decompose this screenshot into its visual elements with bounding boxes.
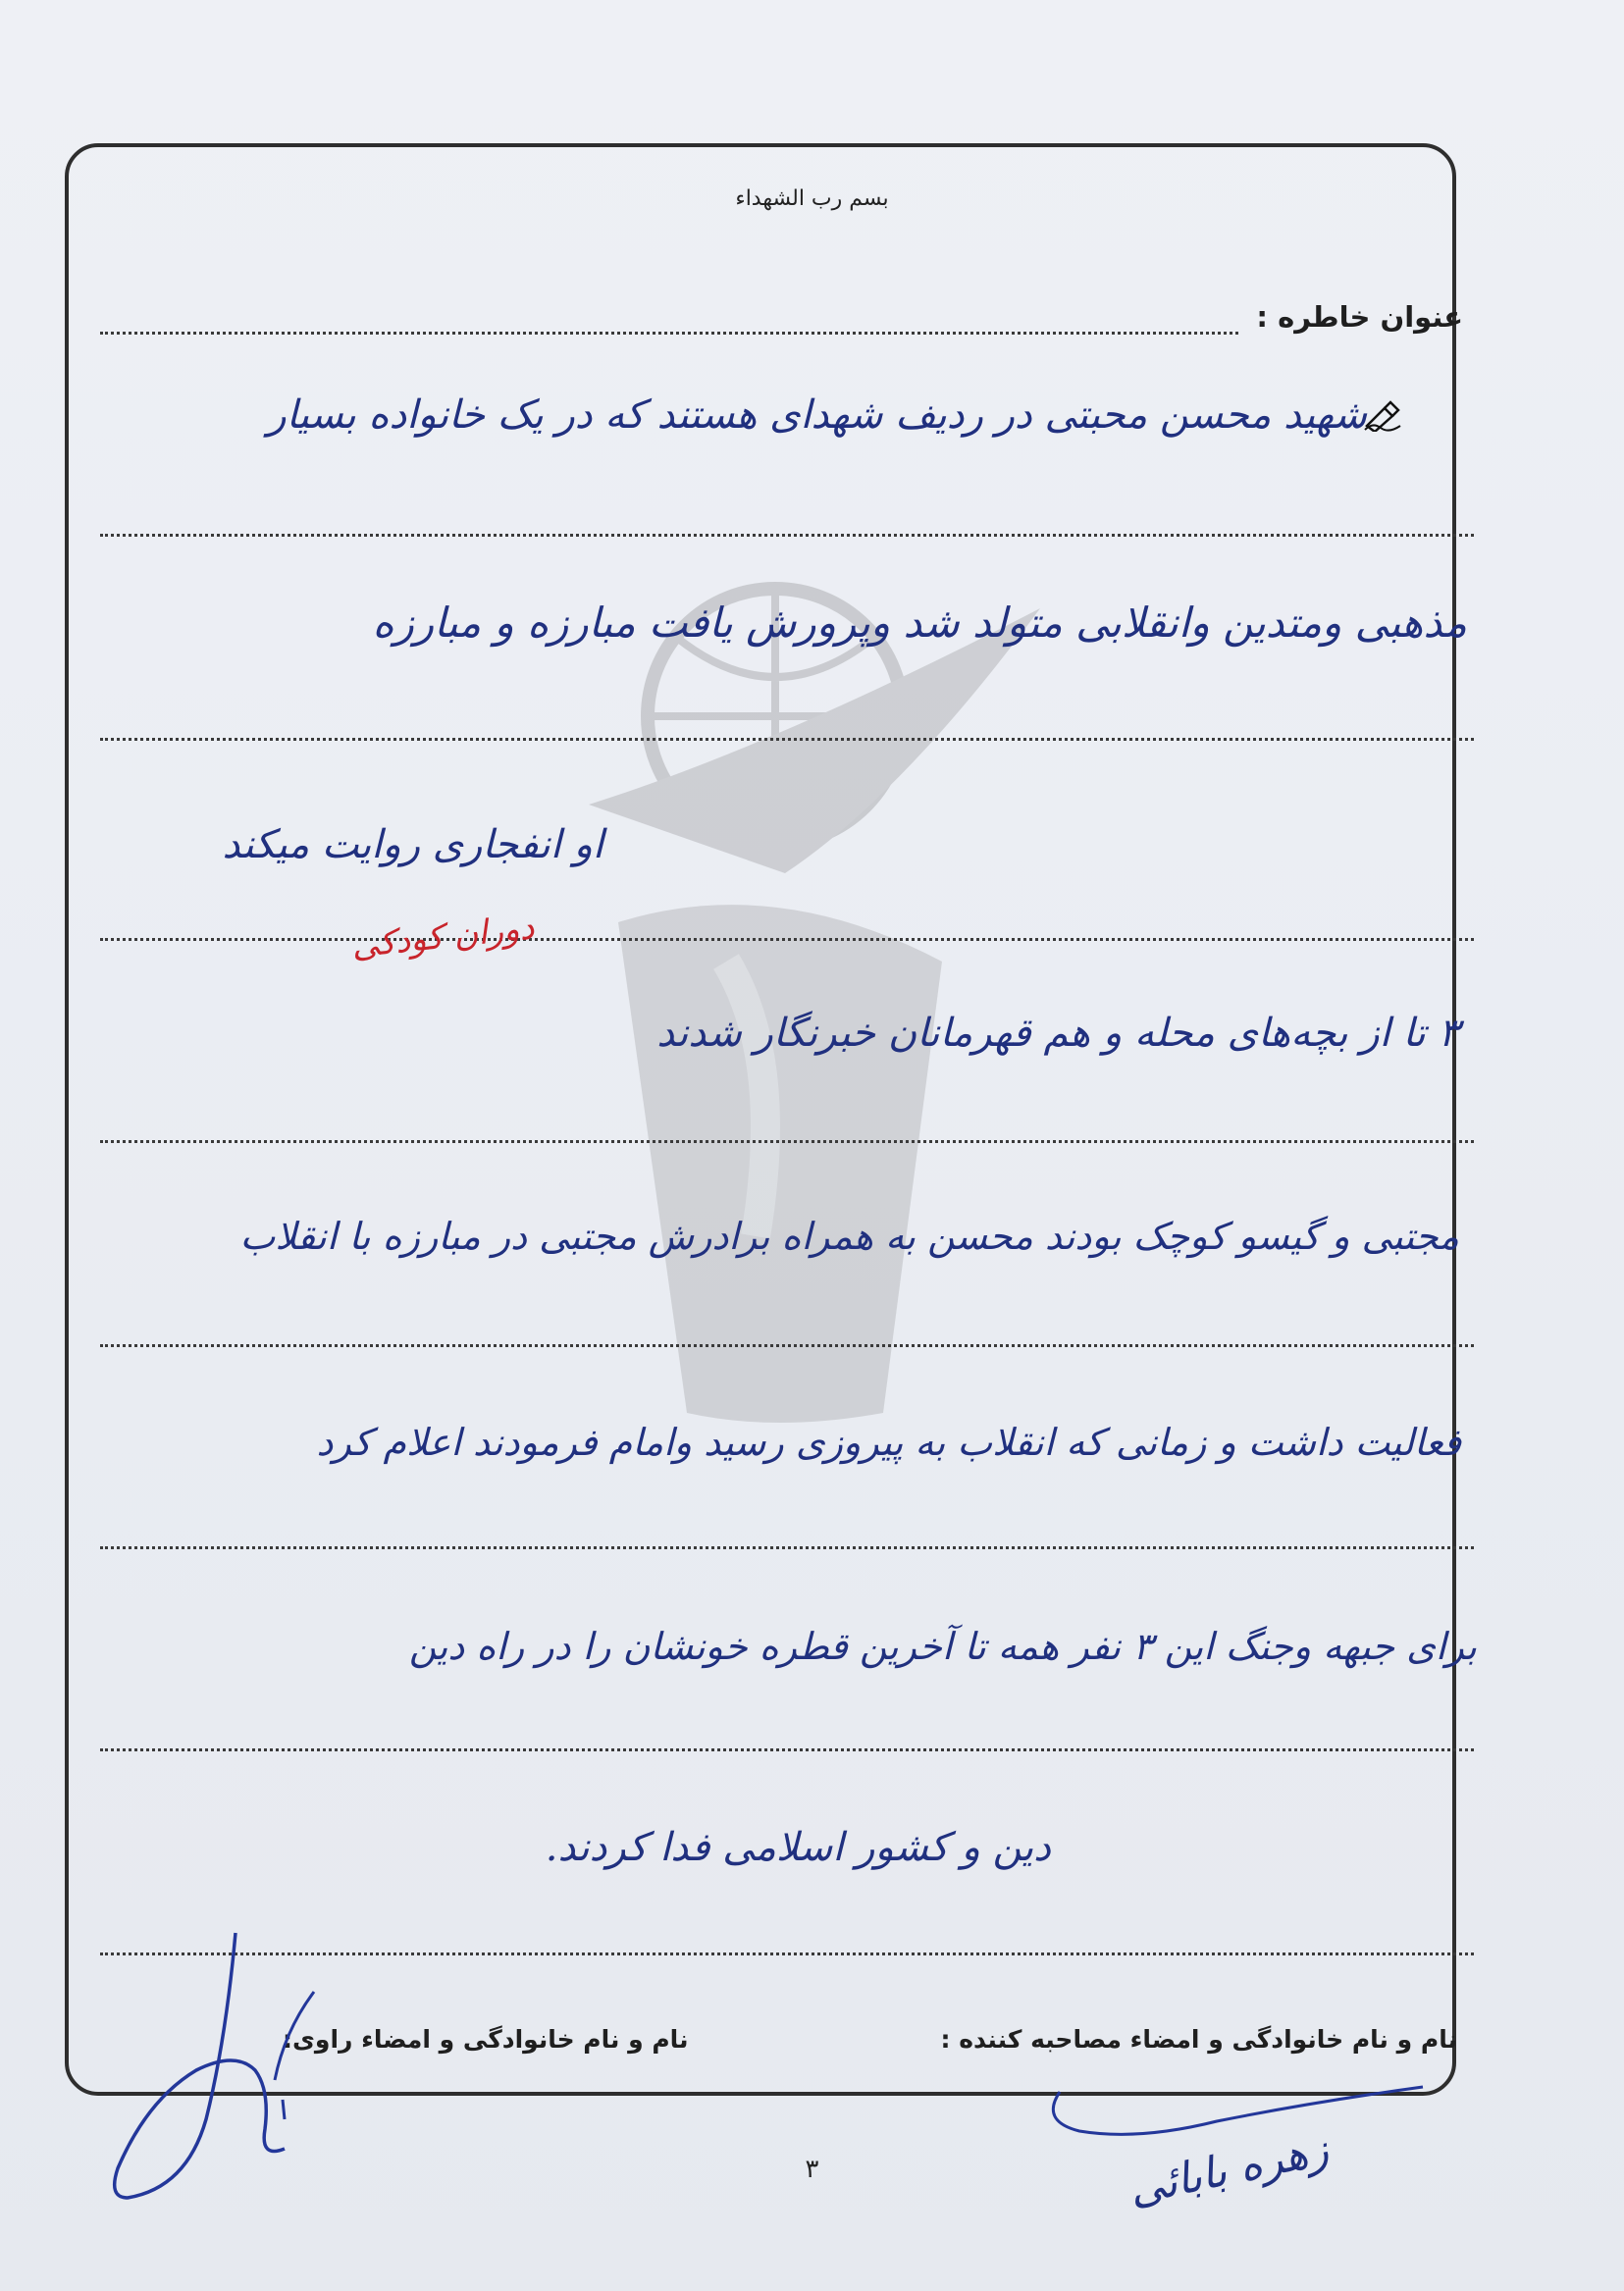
memory-title-label: عنوان خاطره :	[1256, 300, 1463, 334]
memory-line-8: دین و کشور اسلامی فدا کردند.	[545, 1825, 1051, 1870]
writing-line	[100, 1344, 1474, 1347]
writing-line	[100, 1748, 1474, 1751]
bismillah-heading: بسم رب الشهداء	[735, 186, 889, 211]
interviewer-signature: زهره بابائی	[1124, 2124, 1334, 2215]
memory-line-3: او انفجاری روایت میکند	[222, 822, 603, 867]
writing-line	[100, 1140, 1474, 1143]
title-dotted-line	[100, 332, 1238, 335]
writing-line	[100, 938, 1474, 941]
page-number: ۳	[805, 2155, 819, 2184]
writing-line	[100, 1546, 1474, 1549]
memory-line-2: مذهبی ومتدین وانقلابی متولد شد وپرورش یافت مبارزه و مبارزه	[372, 599, 1467, 647]
hand-writing-icon	[1363, 400, 1402, 432]
memory-line-6: فعالیت داشت و زمانی که انقلاب به پیروزی رسید وامام فرمودند اعلام کرد	[316, 1421, 1461, 1464]
memory-annotation: دوران کودکی	[349, 908, 537, 966]
narrator-signature-label: نام و نام خانوادگی و امضاء راوی:	[283, 2025, 689, 2054]
interviewer-signature-stroke	[1021, 2082, 1433, 2161]
interviewer-signature-label: نام و نام خانوادگی و امضاء مصاحبه کننده :	[940, 2025, 1457, 2054]
memory-line-1: شهید محسن محبتی در ردیف شهدای هستند که در یک خانواده بسیار	[267, 392, 1367, 438]
memory-line-7: برای جبهه وجنگ این ۳ نفر همه تا آخرین قطره خونشان را در راه دین	[408, 1625, 1477, 1668]
memory-line-5: مجتبی و گیسو کوچک بودند محسن به همراه برادرش مجتبی در مبارزه با انقلاب	[239, 1215, 1459, 1258]
writing-line	[100, 738, 1474, 741]
writing-line	[100, 534, 1474, 537]
memory-line-4: ۳ تا از بچه‌های محله و هم قهرمانان خبرنگار شدند	[656, 1011, 1459, 1056]
